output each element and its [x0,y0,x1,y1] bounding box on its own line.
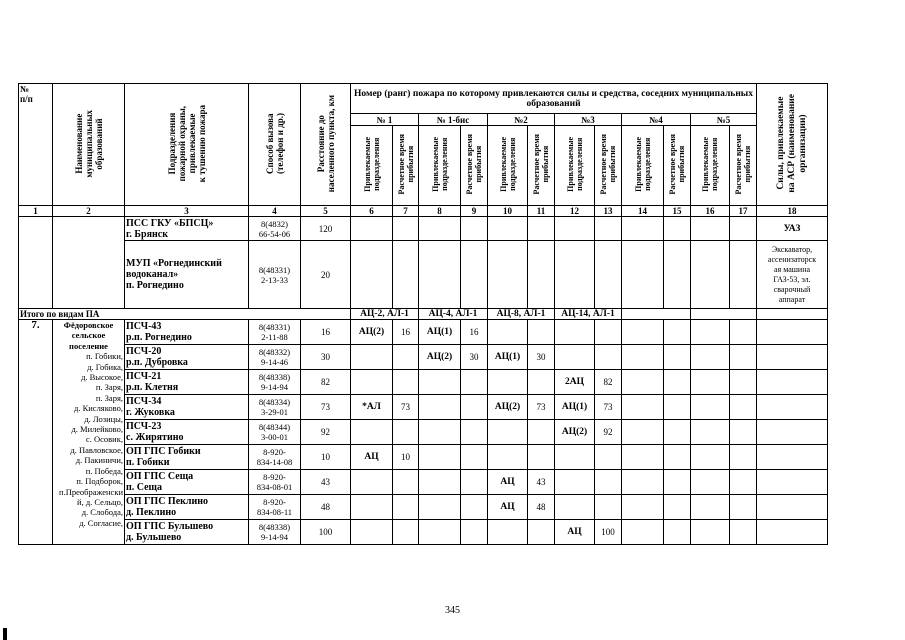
phone-cell: 8(48338) 9-14-94 [249,370,301,395]
column-number: 14 [622,206,664,217]
header-units-cell [125,84,249,206]
subheader-arrival-time [730,126,757,206]
header-call-method: Способ вызова (телефон и др.) [264,113,285,174]
rank-units-cell [622,520,664,545]
rank-units-cell [691,370,730,395]
rank-time-cell: 100 [595,520,622,545]
rank-time-cell [461,495,488,520]
asr-forces-cell [757,345,828,370]
column-number: 12 [555,206,595,217]
rank-units-cell [691,320,730,345]
header-asr-cell [757,84,828,206]
rank-units-cell [622,420,664,445]
subheader-arrival-time [664,126,691,206]
rank-units-cell: АЦ(2) [488,395,528,420]
distance-cell: 16 [301,320,351,345]
subheader-units-label: Привлекаемые подразделения [498,137,517,192]
distance-cell: 73 [301,395,351,420]
rank-units-cell [419,420,461,445]
rank-units-cell: АЦ(1) [555,395,595,420]
subheader-time-label: Расчетное время прибытия [734,134,752,195]
rank-units-cell: 2АЦ [555,370,595,395]
rank-time-cell [461,470,488,495]
phone-cell: 8-920- 834-08-11 [249,495,301,520]
rank-time-cell [461,370,488,395]
settlements-list: п. Гобики, д. Гобика, д. Высокое, п. Заря, п. Заря, д. Кисляково, д. Лозицы, д. Милейково, с. Осовик, д. Павловское, д. Пакиничи, п. Победа, п. Подборок, п.Преображенски й, д. Сельцо, д. Слобода, д. Согласие, [59,351,123,528]
header-rank-1: № 1 [351,114,419,126]
subheader-time-label: Расчетное время прибытия [599,134,617,195]
rank-units-cell [691,470,730,495]
summary-rank-2: АЦ-8, АЛ-1 [488,309,555,320]
rank-units-cell: АЦ(2) [555,420,595,445]
phone-cell: 8-920- 834-14-08 [249,445,301,470]
rank-time-cell [528,420,555,445]
rank-units-cell [488,445,528,470]
rank-units-cell [419,395,461,420]
rank-units-cell [622,395,664,420]
header-municipality: Наименование муниципальных образований [73,109,104,178]
header-number: № п/п [19,84,53,206]
rank-time-cell [664,345,691,370]
subheader-arrival-time [393,126,419,206]
asr-forces-cell: УАЗ [757,217,828,241]
rank-units-cell [419,445,461,470]
column-number: 15 [664,206,691,217]
subheader-units [488,126,528,206]
distance-cell: 20 [301,241,351,309]
header-rank-title: Номер (ранг) пожара по которому привлекаются силы и средства, соседних муниципальных образований [351,84,757,114]
column-number: 2 [53,206,125,217]
fire-forces-table [18,83,828,545]
column-number: 10 [488,206,528,217]
distance-cell: 10 [301,445,351,470]
subheader-units [419,126,461,206]
subheader-units [351,126,393,206]
rank-time-cell: 48 [528,495,555,520]
header-rank-4: №4 [622,114,691,126]
rank-time-cell: 73 [393,395,419,420]
unit-cell: ПСЧ-23 с. Жирятино [125,420,249,445]
rank-time-cell [730,445,757,470]
column-number: 4 [249,206,301,217]
rank-time-cell: 30 [528,345,555,370]
unit-cell: ПСС ГКУ «БПСЦ» г. Брянск [125,217,249,241]
subheader-time-label: Расчетное время прибытия [668,134,686,195]
rank-time-cell [461,395,488,420]
subheader-arrival-time [528,126,555,206]
empty-cell [19,217,53,309]
rank-units-cell [419,495,461,520]
rank-time-cell [393,370,419,395]
rank-time-cell: 73 [595,395,622,420]
rank-time-cell [664,520,691,545]
distance-cell: 100 [301,520,351,545]
rank-time-cell [393,420,419,445]
unit-cell: ПСЧ-20 р.п. Дубровка [125,345,249,370]
rank-time-cell [664,445,691,470]
subheader-units-label: Привлекаемые подразделения [430,137,449,192]
rank-time-cell [730,520,757,545]
unit-cell: ОП ГПС Пеклино д. Пеклино [125,495,249,520]
column-number: 1 [19,206,53,217]
rank-time-cell [461,445,488,470]
distance-cell: 82 [301,370,351,395]
header-rank-1bis: № 1-бис [419,114,488,126]
unit-cell: ПСЧ-21 р.п. Клетня [125,370,249,395]
distance-cell: 30 [301,345,351,370]
rank-time-cell [664,395,691,420]
rank-units-cell [351,420,393,445]
header-units: Подразделения пожарной охраны, привлекаемые к тушению пожара [166,104,207,183]
rank-units-cell [488,420,528,445]
rank-time-cell [730,495,757,520]
subheader-units-label: Привлекаемые подразделения [633,137,652,192]
rank-time-cell [528,320,555,345]
summary-rank-1bis: АЦ-4, АЛ-1 [419,309,488,320]
scan-artifact [3,628,7,640]
rank-time-cell [393,345,419,370]
header-rank-2: №2 [488,114,555,126]
rank-units-cell: АЦ [488,495,528,520]
rank-units-cell [555,345,595,370]
rank-time-cell: 92 [595,420,622,445]
asr-forces-cell: Экскаватор, ассенизаторск ая машина ГАЗ-53, эл. сварочный аппарат [757,241,828,309]
section-number: 7. [19,320,53,545]
rank-units-cell [419,370,461,395]
summary-label: Итого по видам ПА [19,309,351,320]
subheader-units-label: Привлекаемые подразделения [701,137,719,192]
rank-time-cell [595,445,622,470]
rank-time-cell [664,320,691,345]
municipality-name: Фёдоровское сельское поселение [63,320,114,351]
rank-units-cell [622,470,664,495]
rank-units-cell: АЦ(2) [419,345,461,370]
summary-rank-3: АЦ-14, АЛ-1 [555,309,622,320]
page-number: 345 [445,605,460,616]
rank-time-cell [664,495,691,520]
rank-time-cell [730,420,757,445]
asr-forces-cell [757,470,828,495]
rank-units-cell [555,445,595,470]
rank-time-cell: 82 [595,370,622,395]
rank-units-cell: АЦ(1) [488,345,528,370]
phone-cell: 8(48331) 2-11-88 [249,320,301,345]
header-municipality-cell [53,84,125,206]
rank-units-cell [351,345,393,370]
rank-time-cell [595,345,622,370]
rank-time-cell [528,370,555,395]
rank-time-cell: 16 [393,320,419,345]
header-rank-3: №3 [555,114,622,126]
header-rank-5: №5 [691,114,757,126]
phone-cell: 8(48338) 9-14-94 [249,520,301,545]
rank-time-cell [730,345,757,370]
header-distance-cell [301,84,351,206]
phone-cell: 8(4832) 66-54-06 [249,217,301,241]
asr-forces-cell [757,395,828,420]
rank-time-cell [730,470,757,495]
rank-units-cell: АЦ [555,520,595,545]
rank-units-cell [419,520,461,545]
rank-time-cell [393,520,419,545]
rank-units-cell: АЦ(1) [419,320,461,345]
asr-forces-cell [757,445,828,470]
rank-units-cell [691,420,730,445]
rank-time-cell [595,470,622,495]
rank-units-cell [419,470,461,495]
rank-time-cell [595,320,622,345]
subheader-units [691,126,730,206]
column-number: 8 [419,206,461,217]
rank-time-cell [393,470,419,495]
rank-units-cell [555,320,595,345]
phone-cell: 8(48331) 2-13-33 [249,241,301,309]
rank-time-cell: 30 [461,345,488,370]
rank-units-cell [691,495,730,520]
rank-time-cell [393,495,419,520]
asr-forces-cell [757,420,828,445]
rank-units-cell [622,445,664,470]
rank-units-cell [351,495,393,520]
rank-time-cell [664,420,691,445]
unit-cell: ОП ГПС Бульшево д. Бульшево [125,520,249,545]
header-distance: Расстояние до населенного пункта, км [315,94,336,193]
asr-forces-cell [757,495,828,520]
header-call-cell [249,84,301,206]
unit-cell: МУП «Рогнединский водоканал» п. Рогнедино [125,241,249,309]
column-number: 18 [757,206,828,217]
rank-units-cell [691,345,730,370]
rank-units-cell [691,520,730,545]
rank-units-cell [488,320,528,345]
subheader-arrival-time [461,126,488,206]
rank-time-cell [664,470,691,495]
column-number: 7 [393,206,419,217]
rank-units-cell: АЦ(2) [351,320,393,345]
column-number: 9 [461,206,488,217]
subheader-units [555,126,595,206]
rank-units-cell [691,395,730,420]
rank-time-cell: 10 [393,445,419,470]
column-number: 3 [125,206,249,217]
asr-forces-cell [757,320,828,345]
rank-time-cell [528,520,555,545]
phone-cell: 8(48344) 3-00-01 [249,420,301,445]
rank-time-cell: 43 [528,470,555,495]
rank-time-cell [528,445,555,470]
rank-units-cell [555,470,595,495]
subheader-units [622,126,664,206]
rank-units-cell [488,370,528,395]
distance-cell: 48 [301,495,351,520]
rank-time-cell: 16 [461,320,488,345]
phone-cell: 8(48334) 3-29-01 [249,395,301,420]
rank-units-cell [555,495,595,520]
subheader-units-label: Привлекаемые подразделения [362,137,381,192]
rank-units-cell: АЦ [488,470,528,495]
rank-time-cell [730,395,757,420]
asr-forces-cell [757,520,828,545]
distance-cell: 120 [301,217,351,241]
column-number: 5 [301,206,351,217]
municipality-cell [53,320,125,545]
subheader-time-label: Расчетное время прибытия [532,134,550,195]
rank-time-cell [595,495,622,520]
unit-cell: ОП ГПС Сеща п. Сеща [125,470,249,495]
phone-cell: 8-920- 834-08-01 [249,470,301,495]
subheader-arrival-time [595,126,622,206]
rank-units-cell [351,520,393,545]
unit-cell: ОП ГПС Гобики п. Гобики [125,445,249,470]
rank-units-cell: АЦ [351,445,393,470]
distance-cell: 92 [301,420,351,445]
rank-units-cell [622,495,664,520]
unit-cell: ПСЧ-34 г. Жуковка [125,395,249,420]
rank-time-cell [664,370,691,395]
rank-units-cell [622,370,664,395]
summary-rank-1: АЦ-2, АЛ-1 [351,309,419,320]
rank-time-cell [730,320,757,345]
column-number: 6 [351,206,393,217]
rank-units-cell [488,520,528,545]
rank-time-cell: 73 [528,395,555,420]
subheader-time-label: Расчетное время прибытия [396,134,415,195]
phone-cell: 8(48332) 9-14-46 [249,345,301,370]
rank-time-cell [730,370,757,395]
column-number: 11 [528,206,555,217]
rank-units-cell [622,345,664,370]
rank-units-cell: *АЛ [351,395,393,420]
subheader-time-label: Расчетное время прибытия [465,134,483,195]
column-number: 16 [691,206,730,217]
empty-cell [53,217,125,309]
distance-cell: 43 [301,470,351,495]
unit-cell: ПСЧ-43 р.п. Рогнедино [125,320,249,345]
column-number: 17 [730,206,757,217]
rank-units-cell [351,370,393,395]
asr-forces-cell [757,370,828,395]
rank-time-cell [461,420,488,445]
column-number: 13 [595,206,622,217]
rank-units-cell [351,470,393,495]
rank-units-cell [691,445,730,470]
subheader-units-label: Привлекаемые подразделения [565,137,584,192]
header-asr: Силы, привлекаемые на АСР (наименование организации) [775,94,808,193]
rank-units-cell [622,320,664,345]
rank-time-cell [461,520,488,545]
